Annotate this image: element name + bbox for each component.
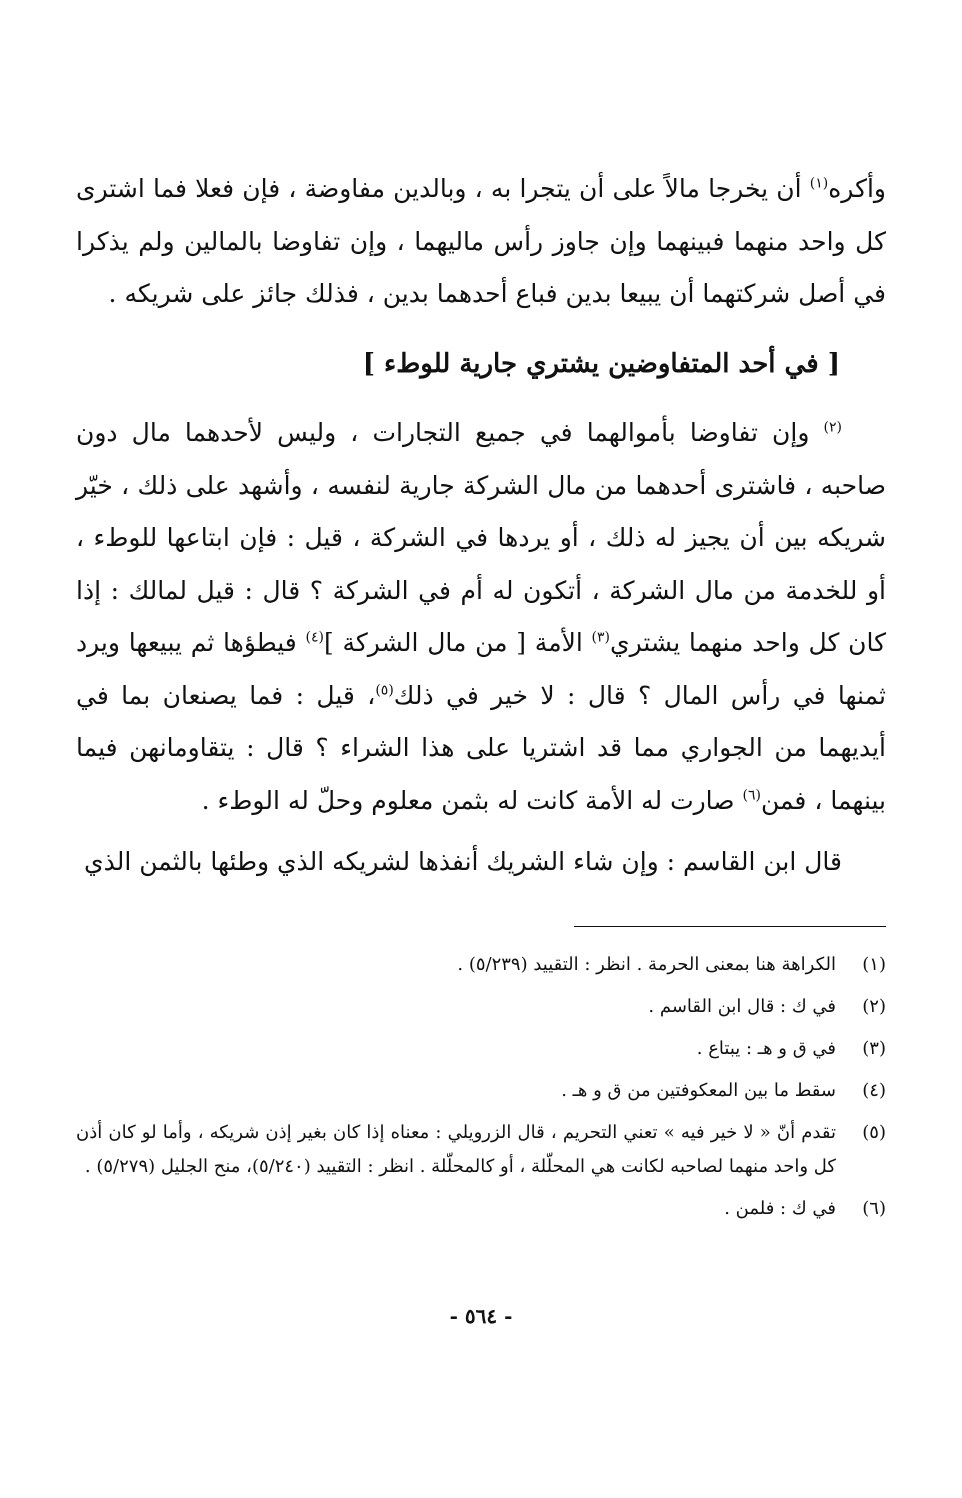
paragraph-3-text: قال ابن القاسم : وإن شاء الشريك أنفذها لشريكه الذي وطئها بالثمن الذي xyxy=(84,847,842,876)
footnote-number: (١) xyxy=(862,954,886,975)
footnote-number: (٣) xyxy=(862,1038,886,1059)
paragraph-2-text-d: ، قيل : فما يصنعان بما في أيديهما من الجواري مما قد اشتريا على هذا الشراء ؟ قال : يتقاومانهن فيما بينهما ، فمن xyxy=(76,680,886,815)
footnote-ref-6: (٦) xyxy=(742,787,761,804)
footnote-number: (٤) xyxy=(862,1080,886,1101)
footnote-number: (٦) xyxy=(862,1198,886,1219)
footnote-text: في ك : فلمن . xyxy=(724,1198,836,1219)
footnotes-list xyxy=(76,948,886,1234)
paragraph-3 xyxy=(76,836,886,889)
footnote-item xyxy=(76,1074,886,1108)
footnote-ref-4: (٤) xyxy=(305,629,324,646)
paragraph-1-text: أن يخرجا مالاً على أن يتجرا به ، وبالدين مفاوضة ، فإن فعلا فما اشترى كل واحد منهما فبينهما وإن جاوز رأس ماليهما ، وإن تفاوضا بالمالين ولم يذكرا في أصل شركتهما أن يبيعا بدين فباع أحدهما بدين ، فذلك جائز على شريكه . xyxy=(76,174,886,308)
paragraph-1-start: وأكره xyxy=(828,174,886,203)
footnote-separator xyxy=(574,926,886,927)
footnote-ref-5: (٥) xyxy=(375,682,394,699)
footnote-text: الكراهة هنا بمعنى الحرمة . انظر : التقييد (٥/٢٣٩) . xyxy=(457,954,836,975)
paragraph-2-text-a: وإن تفاوضا بأموالهما في جميع التجارات ، وليس لأحدهما مال دون صاحبه ، فاشترى أحدهما من مال الشركة جارية لنفسه ، وأشهد على ذلك ، خيّر شريكه بين أن يجيز له ذلك ، أو يردها في الشركة ، قيل : فإن ابتاعها للوطء ، أو للخدمة من مال الشركة ، أتكون له أم في الشركة ؟ قال : قيل لمالك : إذا كان كل واحد منهما يشتري xyxy=(76,418,886,657)
paragraph-2-text-c: فيطؤها ثم يبيعها ويرد ثمنها في رأس المال ؟ قال : لا خير في ذلك xyxy=(76,628,886,710)
footnote-ref-3: (٣) xyxy=(591,629,610,646)
footnote-item xyxy=(76,1032,886,1066)
footnote-ref-2: (٢) xyxy=(823,419,842,436)
footnote-item xyxy=(76,990,886,1024)
paragraph-2-text-b: الأمة [ من مال الشركة ] xyxy=(323,628,592,657)
footnote-ref-1: (١) xyxy=(809,175,829,192)
page-number: - ٥٦٤ - xyxy=(449,1304,513,1328)
paragraph-2 xyxy=(76,407,886,827)
footnote-item xyxy=(76,1192,886,1226)
footnote-text: في ق و هـ : يبتاع . xyxy=(696,1038,836,1059)
footnote-item xyxy=(76,948,886,982)
paragraph-2-text-e: صارت له الأمة كانت له بثمن معلوم وحلّ له الوطء . xyxy=(201,785,743,815)
footnote-text: في ك : قال ابن القاسم . xyxy=(648,996,836,1017)
section-heading: [ في أحد المتفاوضين يشتري جارية للوطء ] xyxy=(362,349,840,379)
footnote-text: سقط ما بين المعكوفتين من ق و هـ . xyxy=(561,1080,836,1101)
footnote-number: (٥) xyxy=(862,1122,886,1143)
footnote-item xyxy=(76,1116,886,1184)
footnote-number: (٢) xyxy=(862,996,886,1017)
paragraph-1 xyxy=(76,163,886,321)
footnote-text: تقدم أنّ « لا خير فيه » تعني التحريم ، قال الزرويلي : معناه إذا كان بغير إذن شريكه ، وأما لو كان أذن كل واحد منهما لصاحبه لكانت هي المحلّلة ، أو كالمحلّلة . انظر : التقييد (٥/٢٤٠)، منح الجليل (٥/٢٧٩) . xyxy=(76,1122,836,1177)
